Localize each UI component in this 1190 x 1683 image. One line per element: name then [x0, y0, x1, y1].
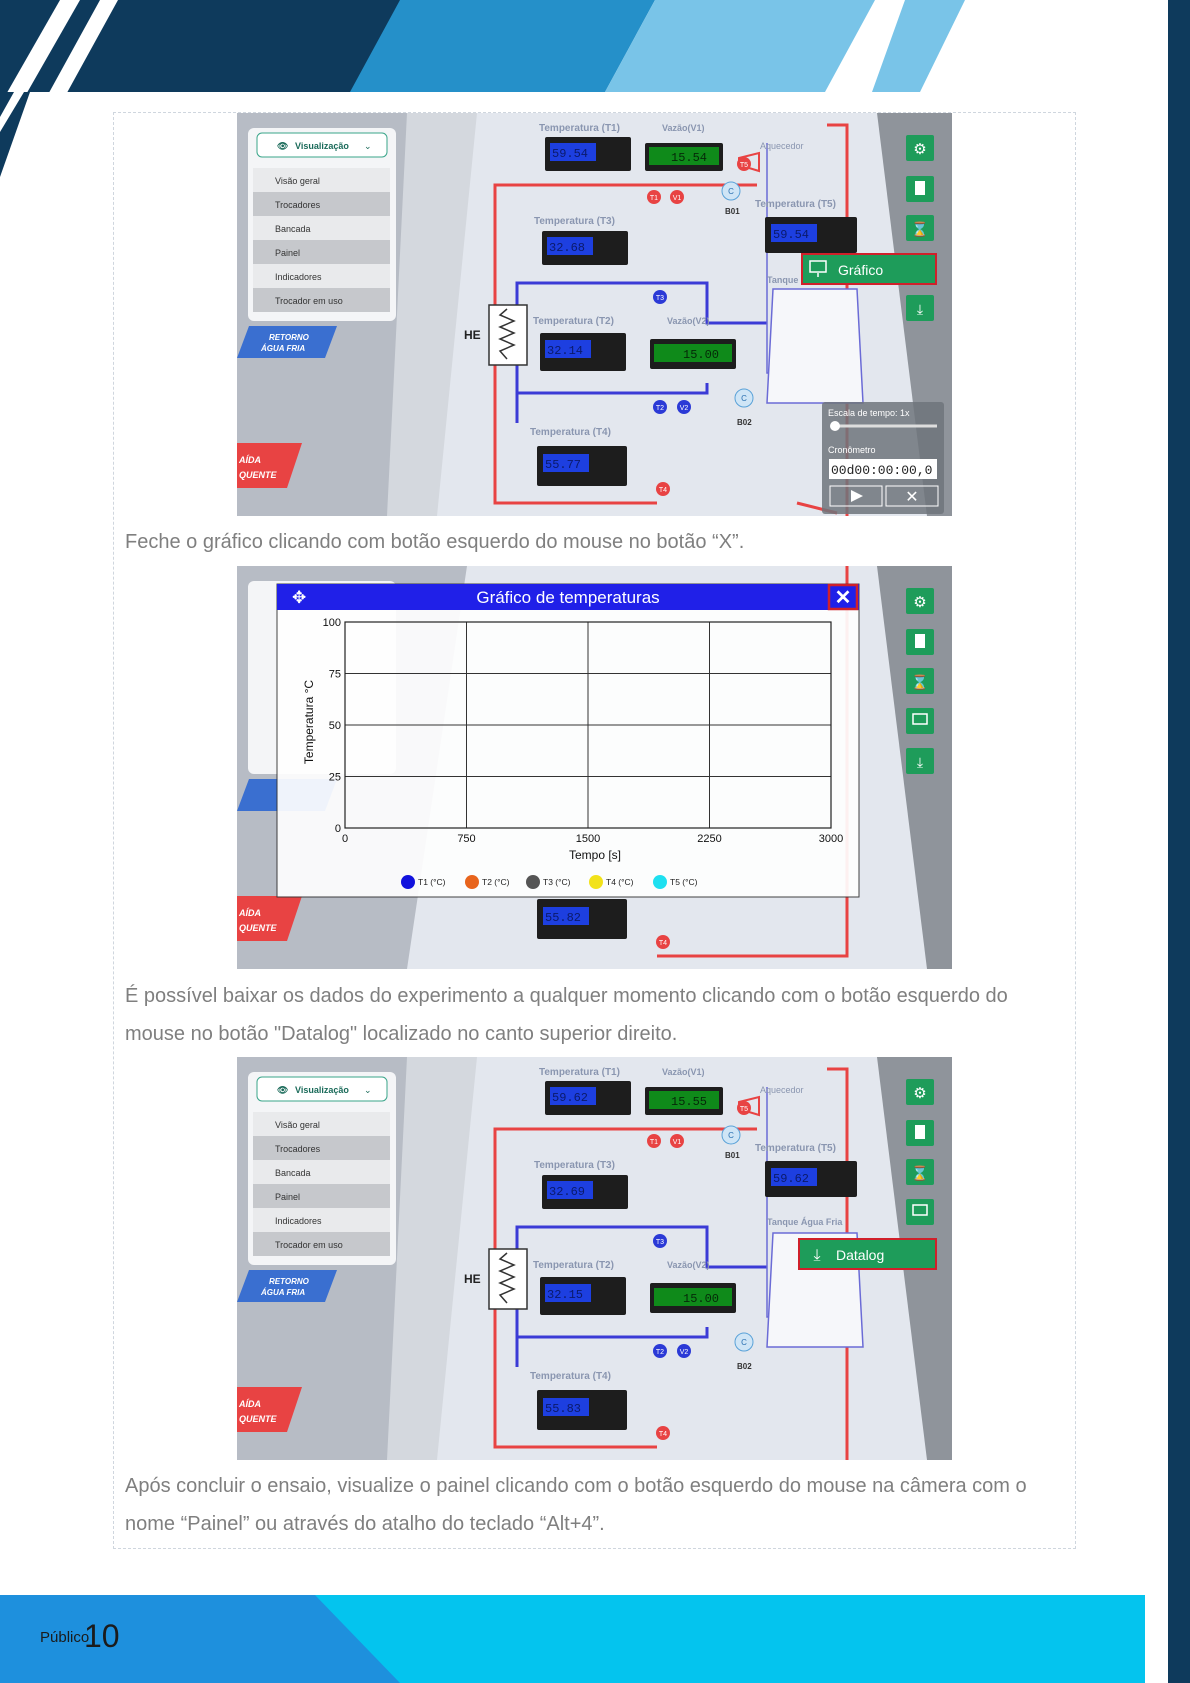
svg-text:55.82: 55.82	[545, 911, 582, 925]
document-button[interactable]	[906, 176, 934, 202]
view-menu[interactable]	[248, 1072, 396, 1265]
header-banner	[0, 0, 1170, 92]
svg-text:Temperatura (T1): Temperatura (T1)	[539, 1067, 620, 1078]
svg-text:T3: T3	[655, 1239, 665, 1246]
svg-text:V1: V1	[672, 195, 682, 202]
document-button[interactable]	[906, 1120, 934, 1146]
svg-text:ÁGUA FRIA: ÁGUA FRIA	[261, 1288, 306, 1297]
timer-button[interactable]	[906, 668, 934, 694]
y-tick-label: 75	[328, 668, 341, 681]
lcd-t5	[765, 217, 857, 253]
chart-button[interactable]	[906, 1199, 934, 1225]
svg-text:59.54: 59.54	[552, 147, 589, 161]
lcd-v2	[650, 1283, 736, 1313]
svg-text:32.15: 32.15	[547, 1288, 584, 1302]
svg-text:55.83: 55.83	[545, 1402, 582, 1416]
svg-text:V2: V2	[679, 405, 689, 412]
svg-text:👁: 👁	[277, 1085, 289, 1095]
hourglass-icon: ⌛	[911, 674, 929, 690]
chart-title: Gráfico de temperaturas	[476, 588, 660, 607]
settings-button[interactable]	[906, 1079, 934, 1105]
x-tick-label: 3000	[818, 833, 844, 845]
svg-text:Temperatura (T4): Temperatura (T4)	[530, 1371, 611, 1382]
view-menu[interactable]	[248, 128, 396, 321]
screenshot-datalog-button	[237, 1057, 952, 1460]
document-icon	[915, 634, 925, 648]
svg-text:Temperatura (T4): Temperatura (T4)	[530, 427, 611, 438]
svg-text:T4: T4	[658, 940, 668, 947]
svg-text:Trocadores: Trocadores	[275, 200, 321, 210]
classification-label: Público	[40, 1629, 90, 1646]
x-axis-label: Tempo [s]	[568, 848, 622, 862]
svg-text:C: C	[741, 394, 747, 403]
settings-button[interactable]	[906, 135, 934, 161]
svg-text:T1: T1	[649, 1139, 659, 1146]
chart-close-button[interactable]	[829, 585, 857, 609]
svg-text:T1: T1	[649, 195, 659, 202]
paragraph-close-chart: Feche o gráfico clicando com botão esquerdo do mouse no botão “X”.	[125, 531, 745, 553]
svg-text:59.62: 59.62	[773, 1172, 810, 1186]
document-button[interactable]	[906, 629, 934, 655]
y-tick-label: 100	[322, 617, 341, 629]
svg-text:Trocadores: Trocadores	[275, 1144, 321, 1154]
svg-text:QUENTE: QUENTE	[239, 923, 277, 933]
right-edge-bar	[1168, 0, 1190, 1683]
datalog-tooltip[interactable]	[799, 1239, 936, 1269]
page-number: 10	[84, 1618, 120, 1654]
time-scale-slider[interactable]	[830, 421, 840, 431]
settings-button[interactable]	[906, 588, 934, 614]
svg-text:Aquecedor: Aquecedor	[760, 1085, 804, 1095]
svg-text:B01: B01	[725, 1151, 740, 1160]
x-tick-label: 1500	[575, 833, 601, 845]
svg-text:Vazão(V2): Vazão(V2)	[667, 316, 710, 326]
y-tick-label: 50	[328, 720, 341, 732]
svg-text:Tanque: Tanque	[767, 275, 799, 285]
svg-text:Painel: Painel	[275, 1192, 301, 1202]
svg-text:QUENTE: QUENTE	[239, 470, 277, 480]
legend-label: T4 (°C)	[606, 877, 634, 887]
lcd-t4-2	[537, 899, 627, 939]
svg-text:Trocador em uso: Trocador em uso	[275, 296, 343, 306]
he-label: HE	[464, 328, 481, 342]
legend-label: T2 (°C)	[482, 877, 510, 887]
svg-text:V2: V2	[679, 1349, 689, 1356]
svg-text:AÍDA: AÍDA	[239, 908, 261, 918]
svg-text:Tanque Água Fria: Tanque Água Fria	[767, 1217, 843, 1227]
lcd-t2	[540, 333, 626, 371]
legend-swatch[interactable]	[526, 875, 540, 889]
svg-text:👁: 👁	[277, 141, 289, 151]
svg-text:Painel: Painel	[275, 248, 301, 258]
svg-text:⌄: ⌄	[364, 141, 372, 151]
svg-text:T4: T4	[658, 1431, 668, 1438]
svg-text:Vazão(V2): Vazão(V2)	[667, 1260, 710, 1270]
gear-icon: ⚙	[913, 141, 927, 158]
lcd-t5	[765, 1161, 857, 1197]
legend-label: T5 (°C)	[670, 877, 698, 887]
svg-text:Temperatura (T5): Temperatura (T5)	[755, 199, 836, 210]
svg-text:Temperatura (T2): Temperatura (T2)	[533, 1260, 614, 1271]
close-icon: ✕	[834, 587, 852, 609]
timer-button[interactable]	[906, 215, 934, 241]
lcd-t4	[537, 446, 627, 486]
svg-text:B02: B02	[737, 1362, 752, 1371]
svg-text:Aquecedor: Aquecedor	[760, 141, 804, 151]
header-stripe	[0, 92, 30, 182]
svg-text:QUENTE: QUENTE	[239, 1414, 277, 1424]
lcd-t1	[545, 1081, 631, 1115]
svg-text:Bancada: Bancada	[275, 1168, 311, 1178]
svg-text:ÁGUA FRIA: ÁGUA FRIA	[261, 344, 306, 353]
lcd-t3	[542, 1175, 628, 1209]
document-icon	[915, 181, 925, 195]
screenshot-grafico-button	[237, 113, 952, 516]
svg-text:55.77: 55.77	[545, 458, 582, 472]
svg-text:B01: B01	[725, 207, 740, 216]
svg-text:Indicadores: Indicadores	[275, 1216, 322, 1226]
download-icon: ⤓	[813, 1247, 821, 1264]
svg-text:15.55: 15.55	[671, 1095, 708, 1109]
svg-text:T5: T5	[739, 162, 749, 169]
svg-text:Cronômetro: Cronômetro	[828, 445, 876, 455]
svg-text:T2: T2	[655, 405, 665, 412]
download-button[interactable]	[906, 295, 934, 321]
svg-text:RETORNO: RETORNO	[269, 1277, 309, 1286]
svg-text:RETORNO: RETORNO	[269, 333, 309, 342]
chart-window	[277, 584, 859, 897]
svg-text:15.00: 15.00	[683, 348, 720, 362]
svg-text:T5: T5	[739, 1106, 749, 1113]
lcd-t1	[545, 137, 631, 171]
svg-text:AÍDA: AÍDA	[239, 1399, 261, 1409]
paragraph-datalog: É possível baixar os dados do experimento a qualquer momento clicando com o botão esquerdo do mouse no botão "Datalog" localizado no canto superior direito.	[125, 985, 1008, 1045]
svg-text:Visualização: Visualização	[295, 141, 349, 151]
svg-text:V1: V1	[672, 1139, 682, 1146]
lcd-t3	[542, 231, 628, 265]
grafico-tooltip[interactable]	[802, 254, 936, 284]
lcd-t4	[537, 1390, 627, 1430]
svg-text:B02: B02	[737, 418, 752, 427]
svg-text:59.54: 59.54	[773, 228, 810, 242]
legend-label: T3 (°C)	[543, 877, 571, 887]
x-tick-label: 2250	[697, 833, 722, 845]
x-tick-label: 750	[457, 833, 476, 845]
legend-swatch[interactable]	[653, 875, 667, 889]
legend-swatch[interactable]	[589, 875, 603, 889]
footer-banner	[0, 1595, 1145, 1683]
move-icon[interactable]: ✥	[292, 588, 307, 607]
svg-text:Vazão(V1): Vazão(V1)	[662, 123, 705, 133]
svg-text:C: C	[741, 1338, 747, 1347]
legend-label: T1 (°C)	[418, 877, 446, 887]
lcd-v2	[650, 339, 736, 369]
paragraph-painel: Após concluir o ensaio, visualize o painel clicando com o botão esquerdo do mouse na câmera com o nome “Painel” ou através do atalho do teclado “Alt+4”.	[125, 1475, 1027, 1535]
document-icon	[915, 1125, 925, 1139]
svg-text:Vazão(V1): Vazão(V1)	[662, 1067, 705, 1077]
lcd-v1	[645, 143, 723, 171]
close-icon: ✕	[905, 489, 919, 506]
gear-icon: ⚙	[913, 594, 927, 611]
download-button[interactable]	[906, 748, 934, 774]
y-tick-label: 0	[334, 823, 341, 835]
svg-text:Visão geral: Visão geral	[275, 176, 320, 186]
svg-text:Temperatura (T3): Temperatura (T3)	[534, 216, 615, 227]
download-icon: ⤓	[916, 754, 924, 770]
svg-text:15.54: 15.54	[671, 151, 708, 165]
svg-text:Temperatura (T1): Temperatura (T1)	[539, 123, 620, 134]
chart-button[interactable]	[906, 708, 934, 734]
timer-button[interactable]	[906, 1159, 934, 1185]
x-tick-label: 0	[341, 833, 349, 845]
svg-text:Bancada: Bancada	[275, 224, 311, 234]
hourglass-icon: ⌛	[911, 1165, 929, 1181]
svg-text:Temperatura (T3): Temperatura (T3)	[534, 1160, 615, 1171]
svg-text:Escala de tempo: 1x: Escala de tempo: 1x	[828, 408, 910, 418]
y-tick-label: 25	[328, 771, 341, 784]
legend-swatch[interactable]	[401, 875, 415, 889]
lcd-v1	[645, 1087, 723, 1115]
svg-text:15.00: 15.00	[683, 1292, 720, 1306]
download-icon: ⤓	[916, 301, 924, 317]
svg-text:C: C	[728, 187, 734, 196]
svg-text:Datalog: Datalog	[836, 1247, 885, 1263]
svg-text:Temperatura (T2): Temperatura (T2)	[533, 316, 614, 327]
svg-text:Temperatura (T5): Temperatura (T5)	[755, 1143, 836, 1154]
svg-text:Visão geral: Visão geral	[275, 1120, 320, 1130]
hourglass-icon: ⌛	[911, 221, 929, 237]
svg-text:32.69: 32.69	[549, 1185, 586, 1199]
svg-text:00d00:00:00,0: 00d00:00:00,0	[831, 463, 933, 478]
svg-text:32.14: 32.14	[547, 344, 584, 358]
screenshot-chart-window	[237, 566, 952, 969]
svg-text:AÍDA: AÍDA	[239, 455, 261, 465]
timer-panel	[822, 402, 944, 514]
svg-text:T2: T2	[655, 1349, 665, 1356]
y-axis-label: Temperatura °C	[302, 679, 316, 765]
svg-text:Indicadores: Indicadores	[275, 272, 322, 282]
svg-text:Gráfico: Gráfico	[838, 262, 884, 278]
lcd-t2	[540, 1277, 626, 1315]
legend-swatch[interactable]	[465, 875, 479, 889]
svg-text:59.62: 59.62	[552, 1091, 589, 1105]
svg-text:T3: T3	[655, 295, 665, 302]
svg-text:Trocador em uso: Trocador em uso	[275, 1240, 343, 1250]
svg-text:HE: HE	[464, 1272, 481, 1286]
gear-icon: ⚙	[913, 1085, 927, 1102]
svg-text:Visualização: Visualização	[295, 1085, 349, 1095]
svg-text:⌄: ⌄	[364, 1085, 372, 1095]
svg-text:T4: T4	[658, 487, 668, 494]
svg-text:C: C	[728, 1131, 734, 1140]
svg-text:32.68: 32.68	[549, 241, 586, 255]
